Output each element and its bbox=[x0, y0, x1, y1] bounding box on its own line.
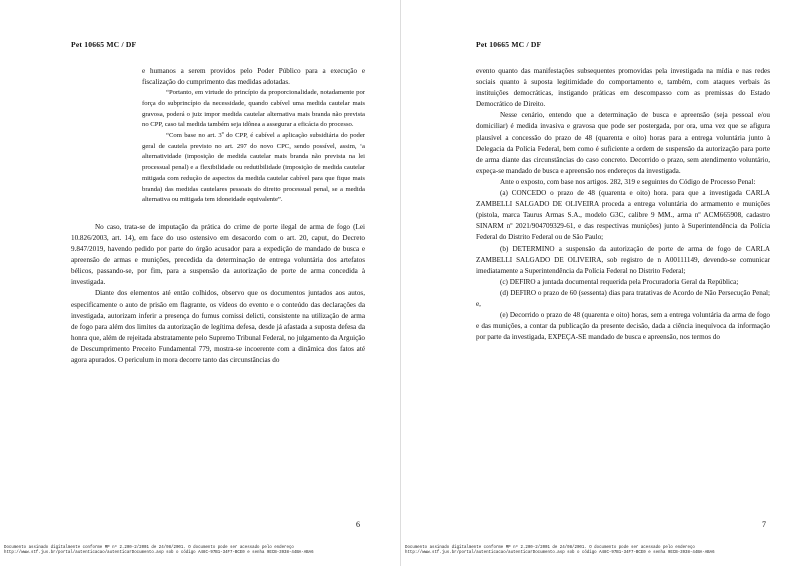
order-item-a: (a) CONCEDO o prazo de 48 (quarenta e oito) hora. para que a investigada CARLA ZAMBELLI SALGADO DE OLIVEIRA proceda a entrega voluntária do armamento e munições (pistola, marca Taurus Armas S.A., modelo G3C, calibre 9 MM., arma nº ACM665908, cadastro SINARM nº 2021/904709329-61, e das respectivas munições) junto à Superintendência da Polícia Federal do Distrito Federal ou de São Paulo; bbox=[476, 189, 770, 242]
order-item-b: (b) DETERMINO a suspensão da autorização de porte de arma de fogo de CARLA ZAMBELLI SALGADO DE OLIVEIRA, sob registro de n A00111149, devendo-se comunicar imediatamente a Superintendência da Polícia Federal no Distrito Federal; bbox=[476, 244, 770, 275]
body-paragraph: Diante dos elementos até então colhidos, observo que os documentos juntados aos autos, especificamente o auto de prisão em flagrante, os vídeos do evento e o conteúdo das declarações da investigada, autorizam inferir a presença do fumus comissi delicti, consistente na utilização de arma de fogo para além dos limites da autorização de legítima defesa, desde já afastada a suposta defesa da honra que, além de rejeitada abstratamente pelo Supremo Tribunal Federal, no julgamento da Arguição de Descumprimento Preceito Fundamental 779, mostra-se incoerente com a dinâmica dos fatos até agora apurados. O periculum in mora decorre tanto das circunstâncias do bbox=[71, 289, 365, 365]
footer-line: http://www.stf.jus.br/portal/autenticacao/autenticarDocumento.asp sob o código A48C-97B1-34F7-BCE0 e senha 9ECB-3938-44BA-ABA6 bbox=[4, 551, 314, 556]
signature-footer bbox=[4, 546, 314, 556]
footer-line: Documento assinado digitalmente conforme MP nº 2.200-2/2001 de 24/08/2001. O documento pode ser acessado pelo endereço bbox=[405, 546, 695, 550]
footer-line: Documento assinado digitalmente conforme MP nº 2.200-2/2001 de 24/08/2001. O documento pode ser acessado pelo endereço bbox=[4, 546, 294, 550]
document-page-right bbox=[400, 0, 800, 566]
order-item-d: (d) DEFIRO o prazo de 60 (sessenta) dias para tratativas de Acordo de Não Persecução Penal; e, bbox=[476, 288, 770, 308]
page-header: Pet 10665 MC / DF bbox=[71, 40, 137, 49]
quote-paragraph: “Portanto, em virtude do princípio da proporcionalidade, notadamente por força do subprincípio da necessidade, quando cabível uma medida cautelar mais gravosa, poderá o juiz impor medida cautelar alternativa mais branda não prevista no CPP, caso tal medida também seja idônea a assegurar a eficácia do processo. bbox=[142, 89, 365, 129]
page-header: Pet 10665 MC / DF bbox=[476, 40, 542, 49]
page-number: 7 bbox=[762, 520, 766, 529]
quote-paragraph: “Com base no art. 3º do CPP, é cabível a aplicação subsidiária do poder geral de cautela previsto no art. 297 do novo CPC, sendo possível, assim, ‘a alternatividade (imposição de medida cautelar mais branda não prevista na lei processual penal) e a flexibilidade ou redutibilidade (imposição de medida cautelar mitigada com redução de aspectos da medida cautelar cabível para que fique mais branda) das medidas cautelares pessoais do direito processual penal, se a medida alternativa ou mitigada tem idoneidade equivalente”. bbox=[142, 132, 365, 204]
order-item-e: (e) Decorrido o prazo de 48 (quarenta e oito) horas, sem a entrega voluntária da arma de fogo e das munições, a contar da publicação da presente decisão, dada a ciência inequívoca da informação por parte da investigada, EXPEÇA-SE mandado de busca e apreensão, nos termos do bbox=[476, 311, 770, 342]
page-body bbox=[71, 66, 365, 366]
order-item-c: (c) DEFIRO a juntada documental requerida pela Procuradoria Geral da República; bbox=[500, 277, 739, 286]
body-paragraph: Nesse cenário, entendo que a determinação de busca e apreensão (seja pessoal e/ou domiciliar) é medida invasiva e gravosa que pode ser postergada, por ora, uma vez que se afigura plausível a concessão do prazo de 48 (quarenta e oito) horas para a entrega voluntária junto à Delegacia da Polícia Federal, bem como é suficiente a ordem de suspensão da autorização para porte de arma diante das circunstâncias do caso concreto. Decorrido o prazo, sem atendimento voluntário, expeça-se mandado de busca e apreensão nos endereços da investigada. bbox=[476, 111, 770, 175]
signature-footer bbox=[405, 546, 715, 556]
page-body bbox=[476, 66, 770, 343]
body-paragraph: No caso, trata-se de imputação da prática do crime de porte ilegal de arma de fogo (Lei 10.826/2003, art. 14), em face do uso ostensivo em desacordo com o art. 20, caput, do Decreto 9.847/2019, havendo pedido por parte do órgão acusador para a expedição de mandado de busca e apreensão de armas e munições, precedida da determinação de entrega voluntária dos artefatos bélicos, passando-se, por fim, para a suspensão da autorização de porte de arma concedida à investigada. bbox=[71, 222, 365, 287]
body-paragraph: evento quanto das manifestações subsequentes promovidas pela investigada na mídia e nas redes sociais quanto à suposta legitimidade do comportamento e, também, com ataques verbais às instituições democráticas, instigando práticas em descompasso com as premissas do Estado Democrático de Direito. bbox=[476, 67, 770, 109]
body-paragraph: Ante o exposto, com base nos artigos. 282, 319 e seguintes do Código de Processo Penal: bbox=[500, 177, 756, 186]
block-quote bbox=[142, 88, 365, 206]
page-number: 6 bbox=[356, 520, 360, 529]
intro-paragraph: e humanos a serem providos pelo Poder Público para a execução e fiscalização do cumprimento das medidas adotadas. bbox=[142, 67, 365, 87]
footer-line: http://www.stf.jus.br/portal/autenticacao/autenticarDocumento.asp sob o código A48C-97B1-34F7-BCE0 e senha 9ECB-3938-44BA-ABA6 bbox=[405, 551, 715, 556]
